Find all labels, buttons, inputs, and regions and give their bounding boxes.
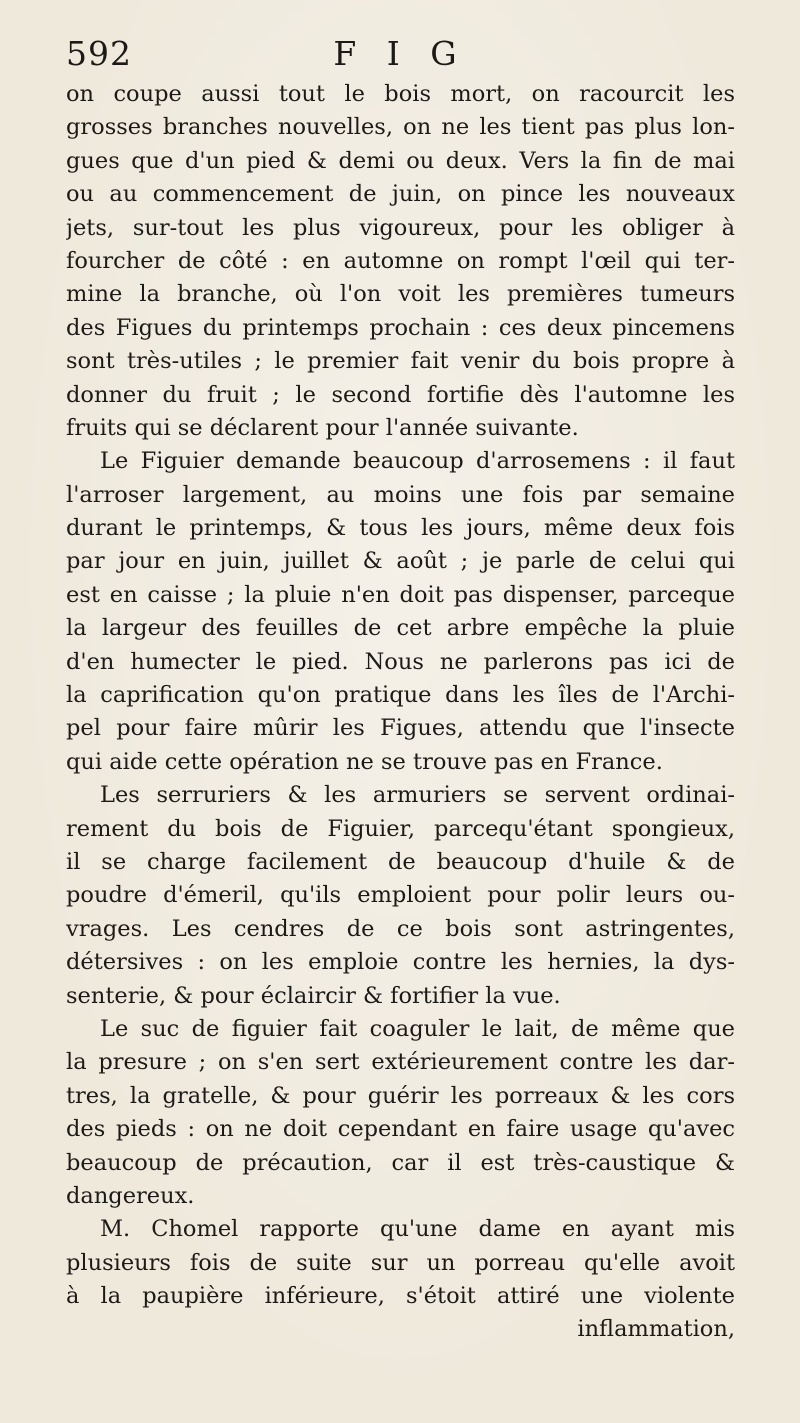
text-line: Le suc de figuier fait coaguler le lait, de même que bbox=[100, 1015, 735, 1042]
text-line: plusieurs fois de suite sur un porreau qu'elle avoit bbox=[66, 1249, 735, 1276]
text-line: grosses branches nouvelles, on ne les tient pas plus lon- bbox=[66, 114, 735, 141]
text-line: détersives : on les emploie contre les hernies, la dys- bbox=[66, 949, 735, 976]
page-body bbox=[66, 78, 735, 1347]
catchword: inflammation, bbox=[577, 1316, 735, 1343]
text-line: dangereux. bbox=[66, 1182, 195, 1209]
text-line: pel pour faire mûrir les Figues, attendu que l'insecte bbox=[66, 715, 735, 742]
text-line: donner du fruit ; le second fortifie dès l'automne les bbox=[66, 381, 735, 408]
text-line: gues que d'un pied & demi ou deux. Vers la fin de mai bbox=[66, 147, 735, 174]
text-line: Les serruriers & les armuriers se servent ordinai- bbox=[100, 782, 735, 809]
text-line: des pieds : on ne doit cependant en faire usage qu'avec bbox=[66, 1116, 735, 1143]
paragraph-pruning bbox=[66, 78, 735, 445]
text-line: Le Figuier demande beaucoup d'arrosemens : il faut bbox=[100, 448, 735, 475]
text-line: on coupe aussi tout le bois mort, on racourcit les bbox=[66, 81, 735, 107]
text-line: rement du bois de Figuier, parcequ'étant spongieux, bbox=[66, 815, 735, 842]
text-line: M. Chomel rapporte qu'une dame en ayant mis bbox=[100, 1216, 735, 1243]
text-line: sont très-utiles ; le premier fait venir du bois propre à bbox=[66, 348, 735, 375]
paragraph-chomel bbox=[66, 1213, 735, 1313]
text-line: qui aide cette opération ne se trouve pas en France. bbox=[66, 748, 663, 775]
text-line: la caprification qu'on pratique dans les îles de l'Archi- bbox=[66, 682, 735, 709]
text-line: fruits qui se déclarent pour l'année suivante. bbox=[66, 414, 579, 441]
text-line: la presure ; on s'en sert extérieurement contre les dar- bbox=[66, 1049, 735, 1076]
text-line: à la paupière inférieure, s'étoit attiré une violente bbox=[66, 1283, 735, 1310]
running-head: F I G bbox=[333, 34, 467, 73]
text-line: beaucoup de précaution, car il est très-caustique & bbox=[66, 1149, 735, 1176]
text-line: jets, sur-tout les plus vigoureux, pour les obliger à bbox=[66, 214, 735, 241]
text-line: fourcher de côté : en automne on rompt l'œil qui ter- bbox=[66, 247, 735, 274]
text-line: l'arroser largement, au moins une fois par semaine bbox=[66, 481, 735, 508]
paragraph-fig-sap bbox=[66, 1013, 735, 1213]
text-line: est en caisse ; la pluie n'en doit pas dispenser, parceque bbox=[66, 581, 735, 608]
text-line: vrages. Les cendres de ce bois sont astringentes, bbox=[66, 915, 735, 942]
paragraph-watering bbox=[66, 445, 735, 779]
page-header bbox=[66, 34, 734, 78]
text-line: poudre d'émeril, qu'ils emploient pour polir leurs ou- bbox=[66, 882, 735, 909]
paragraph-wood-uses bbox=[66, 779, 735, 1013]
text-line: par jour en juin, juillet & août ; je parle de celui qui bbox=[66, 548, 735, 575]
text-line: la largeur des feuilles de cet arbre empêche la pluie bbox=[66, 615, 735, 642]
text-line: des Figues du printemps prochain : ces deux pincemens bbox=[66, 314, 735, 341]
text-line: tres, la gratelle, & pour guérir les porreaux & les cors bbox=[66, 1082, 735, 1109]
text-line: d'en humecter le pied. Nous ne parlerons pas ici de bbox=[66, 648, 735, 675]
text-line: il se charge facilement de beaucoup d'huile & de bbox=[66, 848, 735, 875]
text-line: mine la branche, où l'on voit les premières tumeurs bbox=[66, 281, 735, 308]
text-line: ou au commencement de juin, on pince les nouveaux bbox=[66, 181, 735, 208]
text-line: senterie, & pour éclaircir & fortifier la vue. bbox=[66, 982, 561, 1009]
text-line: durant le printemps, & tous les jours, même deux fois bbox=[66, 515, 735, 542]
page-number: 592 bbox=[66, 34, 132, 73]
